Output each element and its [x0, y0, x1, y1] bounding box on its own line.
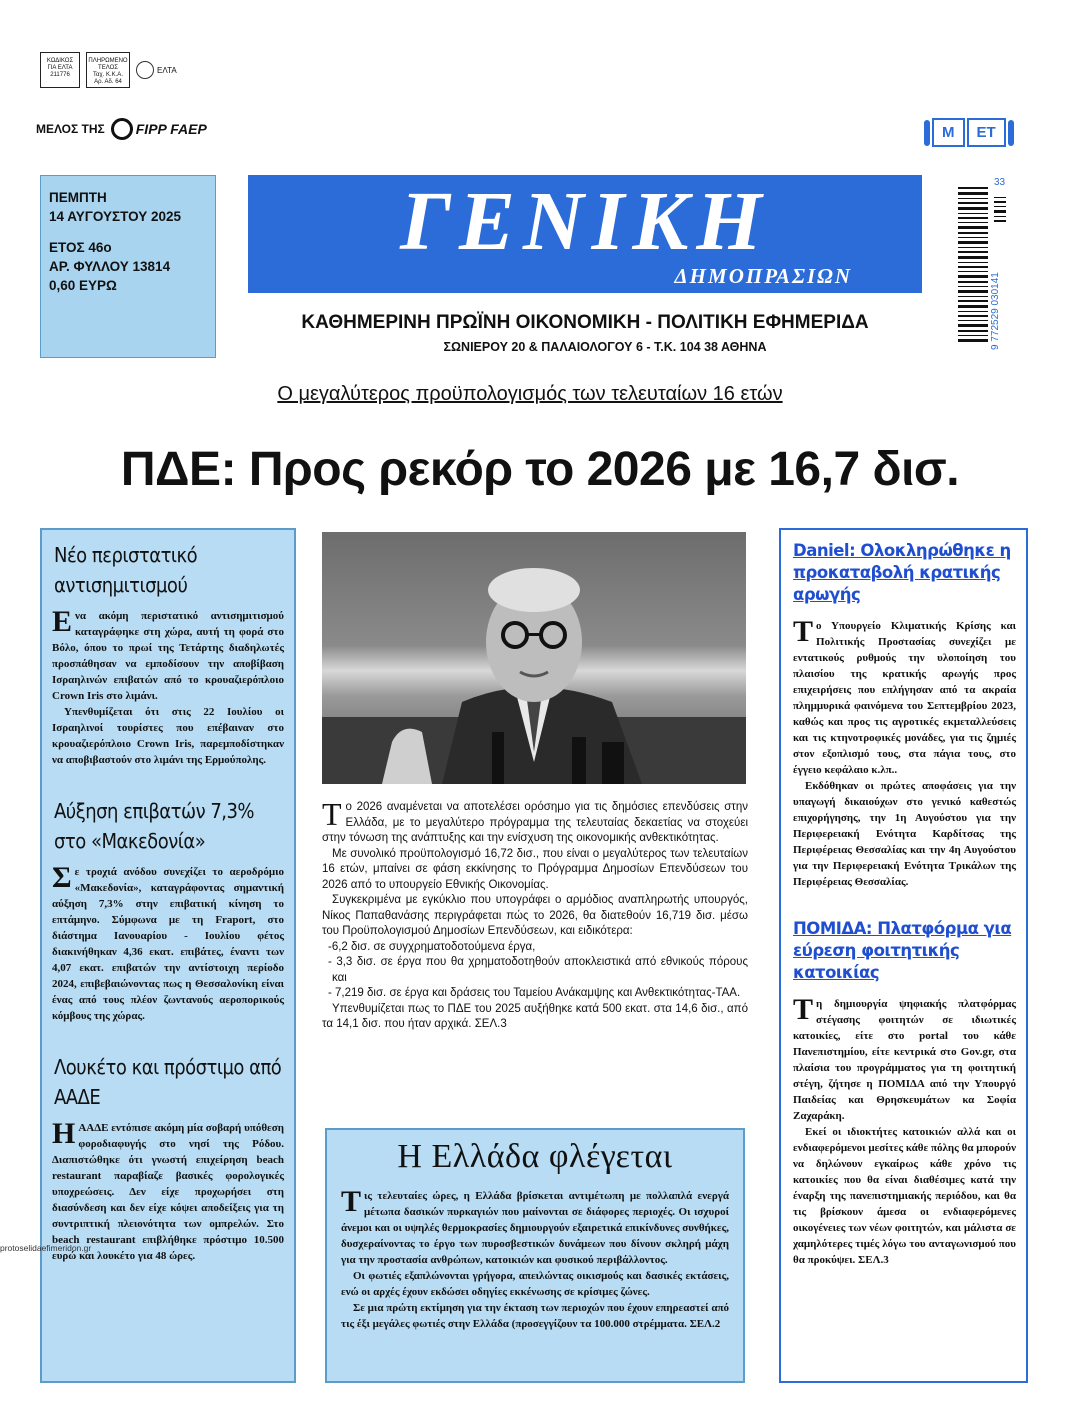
drop-cap: Ε: [52, 605, 73, 638]
minister-photo: [322, 532, 746, 784]
badge-left: Μ: [932, 118, 965, 147]
paragraph: Σε μια πρώτη εκτίμηση για την έκταση των περιοχών που έχουν επηρεαστεί από τις έξι μεγάλες φωτιές στην Ελλάδα (προσεγγίζουν τα 100.000 στρέμματα. ΣΕΛ.2: [341, 1302, 729, 1330]
paragraph: Με συνολικό προϋπολογισμό 16,72 δισ., που είναι ο μεγαλύτερος των τελευταίων 16 ετών, μπαίνει σε φάση εκκίνησης το Πρόγραμμα Δημοσίων Επενδύσεων του 2026 από το υπουργείο Εθνικής Οικονομίας.: [322, 847, 748, 891]
list-item: -6,2 δισ. σε συγχρηματοδοτούμενα έργα,: [328, 940, 536, 953]
article-title-macedonia: Αύξηση επιβατών 7,3% στο «Μακεδονία»: [54, 799, 255, 853]
fire-article-box: [325, 1128, 745, 1383]
postal-paid-box: [86, 52, 130, 88]
membership-label: ΜΕΛΟΣ ΤΗΣ: [36, 122, 105, 136]
drop-cap: Τ: [793, 615, 814, 648]
issue-year: ΕΤΟΣ 46ο: [49, 240, 112, 255]
paragraph: ο Υπουργείο Κλιματικής Κρίσης και Πολιτικής Προστασίας συνεχίζει με εντατικούς ρυθμούς την υλοποίηση του πλαισίου της κρατικής αρωγής προς επιχειρήσεις που επλήγησαν από τα ακραία πλημμυρικά φαινόμενα του Σεπτεμβρίου 2023, καθώς και προς τις αγροτικές εκμεταλλεύσεις και τις κτηνοτροφικές μονάδες, για τις ζημιές στον εξοπλισμό τους, στα πάγια τους, στο έγγειο κεφάλαιο κ.λπ..: [793, 620, 1016, 776]
masthead: [248, 175, 922, 293]
headline-kicker: Ο μεγαλύτερος προϋπολογισμός των τελευταίων 16 ετών: [277, 383, 783, 405]
issue-day: ΠΕΜΠΤΗ: [49, 190, 107, 205]
elta-label: ΕΛΤΑ: [157, 65, 177, 75]
article-title-daniel[interactable]: Daniel: Ολοκληρώθηκε η προκαταβολή κρατικής αρωγής: [793, 541, 1011, 604]
barcode-issue-code: 33: [994, 177, 1006, 188]
paragraph: να ακόμη περιστατικό αντισημιτισμού καταγράφηκε στη χώρα, αυτή τη φορά στο Βόλο, όπου το πρωί της Τετάρτης διαδηλωτές προσπάθησαν να εμποδίσουν την αποβίβαση Ισραηλινών επιβατών από το κρουαζιερόπλοιο Crown Iris στο λιμάνι.: [52, 610, 284, 702]
drop-cap: Η: [52, 1117, 76, 1150]
elta-logo: [136, 61, 177, 79]
badge-right: ΕΤ: [967, 118, 1006, 147]
paragraph: ΑΑΔΕ εντόπισε ακόμη μία σοβαρή υπόθεση φοροδιαφυγής στο νησί της Ρόδου. Διαπιστώθηκε ότι γνωστή επιχείρηση beach restaurant παραβίαζε βασικές φορολογικές υποχρεώσεις. Δεν είχε προχωρήσει στη διασύνδεση και δεν είχε κόψει αποδείξεις για τη συντριπτική πλειονότητα των ομπρελών. Στο beach restaurant επιβλήθηκε πρόστιμο 10.500 ευρώ και λουκέτο για 48 ώρες.: [52, 1122, 284, 1262]
paragraph: η δημιουργία ψηφιακής πλατφόρμας στέγασης φοιτητών σε ιδιωτικές κατοικίες, είτε στο portal του κάθε Πανεπιστημίου, είτε κεντρικά στο Gov.gr, στα πλαίσια του προγράμματος για τη φοιτητική στέγη, ζήτησε η ΠΟΜΙΔΑ από την Υπουργό Παιδείας και Θρησκευμάτων κα Σοφία Ζαχαράκη.: [793, 998, 1016, 1122]
fipp-faep-logo: [111, 118, 207, 140]
paragraph: Εκδόθηκαν οι πρώτες αποφάσεις για την υπαγωγή δικαιούχων στο γενικό καθεστώς επιχορήγησης, την 1η Αυγούστου για την Περιφερειακή Ενότητα Καρδίτσας της Περιφέρειας Θεσσαλίας και την 4η Αυγούστου για την Περιφερειακή Ενότητα Τρικάλων της Περιφέρειας Θεσσαλίας.: [793, 780, 1016, 888]
article-title-aade: Λουκέτο και πρόστιμο από ΑΑΔΕ: [54, 1055, 282, 1109]
masthead-subtitle: ΔΗΜΟΠΡΑΣΙΩΝ: [674, 264, 852, 288]
fire-article-body: [341, 1185, 729, 1332]
article-body-pomida: [793, 993, 1016, 1268]
fire-article-title: Η Ελλάδα φλέγεται: [397, 1138, 673, 1175]
paragraph: Υπενθυμίζεται πως το ΠΔΕ του 2025 αυξήθηκε κατά 500 εκατ. στα 14,6 δισ., από τα 14,1 δισ. που ήταν αρχικά. ΣΕΛ.3: [322, 1002, 748, 1030]
postal-code-line: 211776: [50, 72, 70, 78]
main-article: [322, 796, 748, 1033]
list-item: - 7,219 δισ. σε έργα και δράσεις του Ταμείου Ανάκαμψης και Ανθεκτικότητας-ΤΑΑ.: [328, 987, 741, 999]
issue-date: 14 ΑΥΓΟΥΣΤΟΥ 2025: [49, 209, 182, 224]
paragraph: ο 2026 αναμένεται να αποτελέσει ορόσημο για τις δημόσιες επενδύσεις στην Ελλάδα, με το μεγαλύτερο πρόγραμμα της τελευταίας δεκαετίας να στοχεύει στην τόνωση της ανάπτυξης και την ενίσχυση της οικονομικής ανθεκτικότητας.: [322, 801, 748, 844]
fipp-ring-icon: [111, 118, 133, 140]
list-item: - 3,3 δισ. σε έργα που θα χρηματοδοτηθούν αποκλειστικά από εθνικούς πόρους και: [328, 956, 748, 984]
postal-code-box: [40, 52, 80, 88]
issue-info-box: [40, 175, 216, 358]
paragraph: Εκεί οι ιδιοκτήτες κατοικιών αλλά και οι ενδιαφερόμενοι μεσίτες κάθε πόλης θα μπορούν να δηλώνουν εγκαίρως κάθε χρόνο τις κατοικίες που θα είναι διαθέσιμες κατά την έναρξη της πανεπιστημιακής περιόδου, και θα τις βρίσκουν άμεσα οι ενδιαφερόμενες οικογένειες των νέων φοιτητών, και μάλιστα σε χαμηλότερες τιμές λόγω του ανταγωνισμού που θα προκύψει. ΣΕΛ.3: [793, 1126, 1016, 1266]
paragraph: Οι φωτιές εξαπλώνονται γρήγορα, απειλώντας οικισμούς και δασικές εκτάσεις, ενώ οι αρχές έχουν εκδώσει οδηγίες εκκένωσης σε κρίσιμες ζώνες.: [341, 1270, 729, 1298]
membership-line: [36, 118, 207, 140]
barcode-number: 9 772529 030141: [990, 272, 1001, 350]
postal-paid-line: ΠΛΗΡΩΜΕΝΟ: [88, 58, 128, 64]
article-body-macedonia: [52, 861, 284, 1024]
masthead-tagline: ΚΑΘΗΜΕΡΙΝΗ ΠΡΩΪΝΗ ΟΙΚΟΝΟΜΙΚΗ - ΠΟΛΙΤΙΚΗ ΕΦΗΜΕΡΙΔΑ: [301, 312, 869, 333]
postal-code-line: ΓΙΑ ΕΛΤΑ: [47, 65, 73, 71]
postal-paid-line: Ταχ. Κ.Κ.Α.: [93, 72, 123, 78]
issue-price: 0,60 ΕΥΡΩ: [49, 278, 117, 293]
article-body-daniel: [793, 615, 1016, 890]
badge-bar-icon: [1008, 120, 1014, 146]
badge-bar-icon: [924, 120, 930, 146]
left-column: [40, 528, 296, 1383]
minister-photo-image: [322, 532, 746, 784]
met-badge: [924, 118, 1014, 147]
source-watermark: protoselidaefimeridon.gr: [0, 1243, 92, 1253]
paragraph: Συγκεκριμένα με εγκύκλιο που υπογράφει ο αρμόδιος αναπληρωτής υπουργός, Νίκος Παπαθανάσης περιγράφεται πώς το 2026, θα διατεθούν 16,719 δισ. μέσω του Προϋπολογισμού Δημοσίων Επενδύσεων, και ειδικότερα:: [322, 894, 748, 937]
membership-org: FIPP FAEP: [135, 121, 207, 137]
elta-icon: [136, 61, 154, 79]
article-body-antisemitism: [52, 605, 284, 768]
postal-paid-line: Αρ. Αδ. 64: [94, 79, 122, 85]
postal-info: [40, 52, 177, 88]
barcode-icon: [958, 175, 1010, 360]
postal-paid-line: ΤΕΛΟΣ: [98, 65, 118, 71]
drop-cap: Σ: [52, 861, 72, 894]
issue-number: ΑΡ. ΦΥΛΛΟΥ 13814: [49, 259, 171, 274]
article-title-antisemitism: Νέο περιστατικό αντισημιτισμού: [54, 543, 198, 597]
paragraph: ε τροχιά ανόδου συνεχίζει το αεροδρόμιο «Μακεδονία», καταγράφοντας σημαντική αύξηση 7,3% στην επιβατική κίνηση το επτάμηνο. Σύμφωνα με τη Fraport, στο διάστημα Ιανουαρίου - Ιουλίου φέτος διακινήθηκαν 4,36 εκατ. επιβάτες, έναντι των 4,07 εκατ. επιβατών την αντίστοιχη περίοδο 2024, επιβεβαιώνοντας πως η Θεσσαλονίκη είναι ένας από τους πλέον ζωντανούς αεροπορικούς κόμβους της χώρας.: [52, 866, 284, 1022]
drop-cap: Τ: [322, 796, 342, 832]
main-headline: ΠΔΕ: Προς ρεκόρ το 2026 με 16,7 δισ.: [120, 443, 960, 496]
drop-cap: Τ: [793, 993, 814, 1026]
drop-cap: Τ: [341, 1185, 362, 1218]
masthead-address: ΣΩΝΙΕΡΟΥ 20 & ΠΑΛΑΙΟΛΟΓΟΥ 6 - Τ.Κ. 104 38 ΑΘΗΝΑ: [443, 340, 767, 354]
right-column: [779, 528, 1028, 1383]
barcode: [958, 175, 1010, 360]
article-title-pomida[interactable]: ΠΟΜΙΔΑ: Πλατφόρμα για εύρεση φοιτητικής κατοικίας: [793, 919, 1012, 982]
masthead-title: ΓΕΝΙΚΗ: [400, 175, 770, 268]
paragraph: Υπενθυμίζεται ότι στις 22 Ιουλίου οι Ισραηλινοί τουρίστες που επέβαιναν στο κρουαζιερόπλοιο Crown Iris, παρεμποδίστηκαν να αποβιβαστούν στο λιμάνι της Ερμούπολης.: [52, 706, 284, 766]
postal-code-line: ΚΩΔΙΚΟΣ: [46, 58, 74, 64]
paragraph: ις τελευταίες ώρες, η Ελλάδα βρίσκεται αντιμέτωπη με πολλαπλά ενεργά μέτωπα δασικών πυρκαγιών που μαίνονται σε διάφορες περιοχές. Οι ισχυροί άνεμοι και οι υψηλές θερμοκρασίες δημιουργούν εξαιρετικά επικίνδυνες συνθήκες, δυσχεραίνοντας το έργο των πυροσβεστικών δυνάμεων που δίνουν σκληρή μάχη για την προστασία ανθρώπων, κατοικιών και φυσικού περιβάλλοντος.: [341, 1190, 729, 1266]
